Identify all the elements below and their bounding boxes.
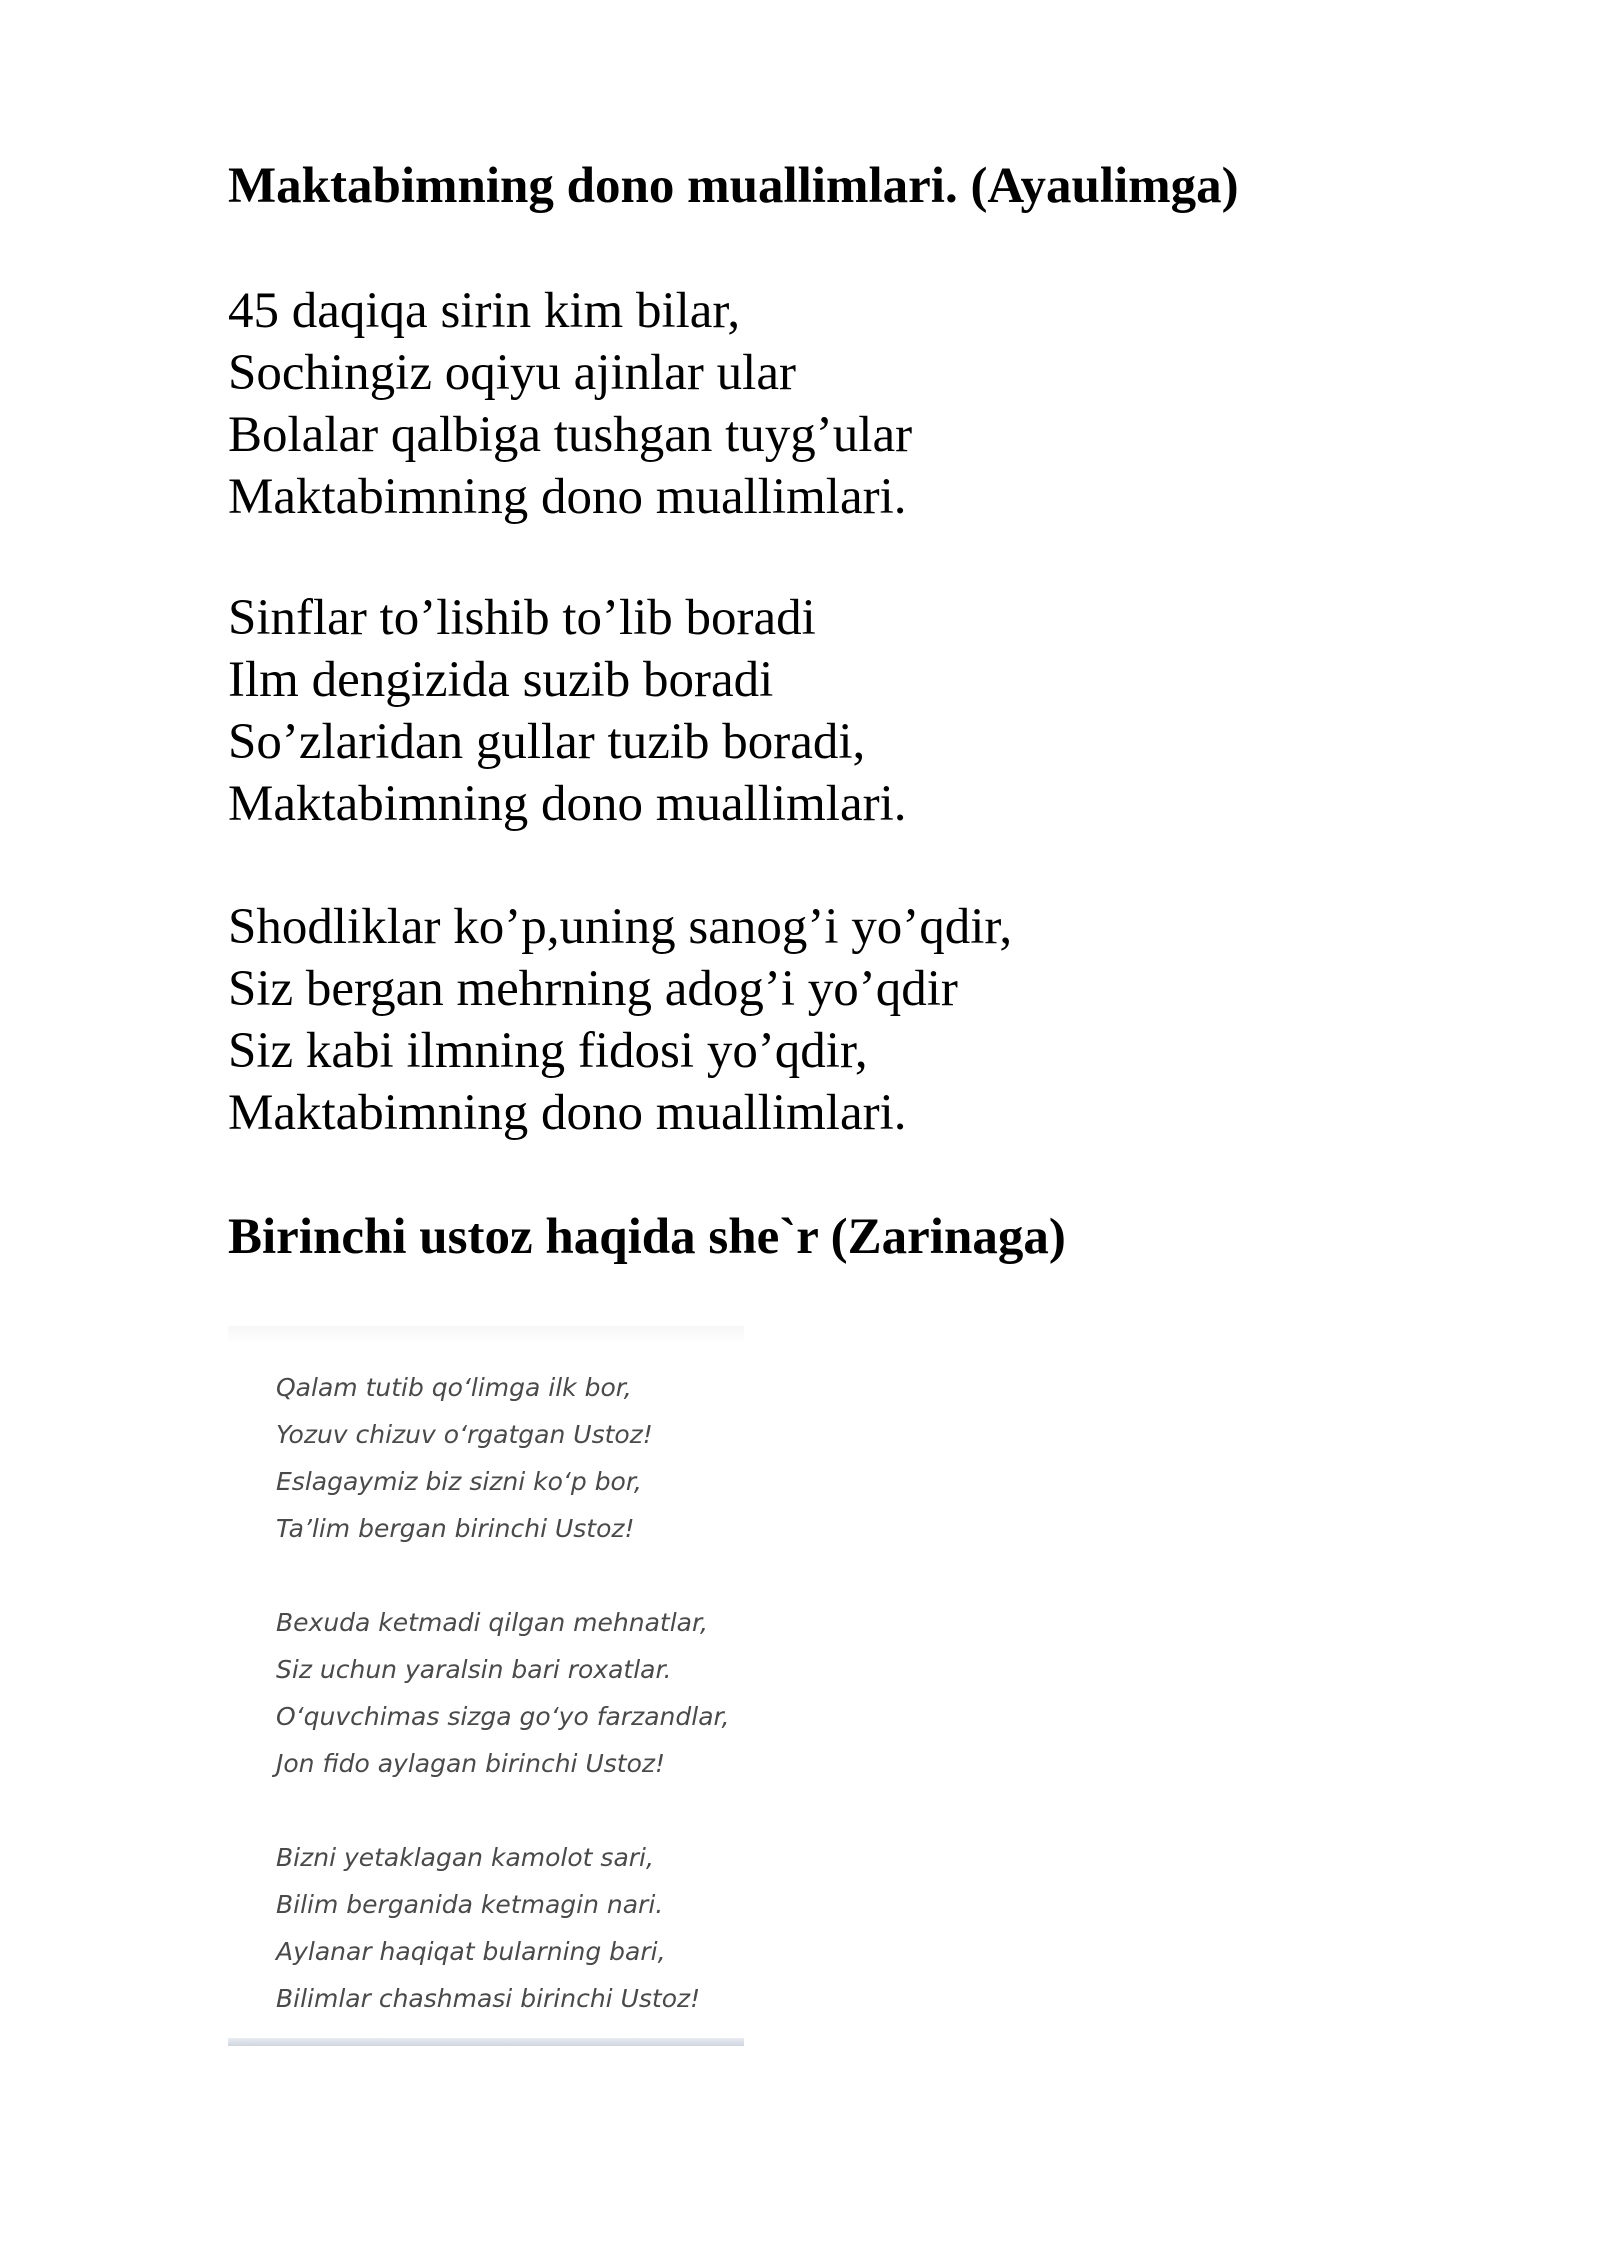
image-poem-line: Bizni yetaklagan kamolot sari, xyxy=(276,1843,654,1872)
poem-line: Siz kabi ilmning fidosi yo’qdir, xyxy=(228,1023,868,1079)
poem-1-stanza-1 xyxy=(228,280,912,528)
poem-line: Maktabimning dono muallimlari. xyxy=(228,776,907,832)
poem-1-stanza-3 xyxy=(228,896,1012,1144)
poem-line: Maktabimning dono muallimlari. xyxy=(228,1085,907,1141)
image-poem-line: Eslagaymiz biz sizni ko‘p bor, xyxy=(276,1467,642,1496)
image-poem-line: Bilimlar chashmasi birinchi Ustoz! xyxy=(276,1984,701,2013)
image-poem-line: O‘quvchimas sizga go‘yo farzandlar, xyxy=(276,1702,730,1731)
image-poem-line: Aylanar haqiqat bularning bari, xyxy=(276,1937,666,1966)
stanza-gap xyxy=(276,1552,729,1599)
image-poem-line: Bexuda ketmadi qilgan mehnatlar, xyxy=(276,1608,708,1637)
poem-2-image xyxy=(228,1326,744,2046)
poem-line: Ilm dengizida suzib boradi xyxy=(228,652,774,708)
poem-line: Maktabimning dono muallimlari. xyxy=(228,469,907,525)
image-poem-line: Jon fido aylagan birinchi Ustoz! xyxy=(276,1749,666,1778)
image-poem-line: Yozuv chizuv o‘rgatgan Ustoz! xyxy=(276,1420,653,1449)
poem-line: 45 daqiqa sirin kim bilar, xyxy=(228,283,741,339)
poem-line: Bolalar qalbiga tushgan tuyg’ular xyxy=(228,407,913,463)
image-poem-line: Qalam tutib qo‘limga ilk bor, xyxy=(276,1373,632,1402)
poem-line: So’zlaridan gullar tuzib boradi, xyxy=(228,714,866,770)
image-poem-line: Ta’lim bergan birinchi Ustoz! xyxy=(276,1514,635,1543)
image-poem-line: Siz uchun yaralsin bari roxatlar. xyxy=(276,1655,672,1684)
image-bottom-border xyxy=(228,2038,744,2046)
poem-1-title: Maktabimning dono muallimlari. (Ayaulimga) xyxy=(228,158,1239,214)
poem-2-title: Birinchi ustoz haqida she`r (Zarinaga) xyxy=(228,1209,1066,1265)
poem-2-image-text xyxy=(276,1364,729,2022)
poem-line: Sochingiz oqiyu ajinlar ular xyxy=(228,345,796,401)
image-poem-line: Bilim berganida ketmagin nari. xyxy=(276,1890,664,1919)
stanza-gap xyxy=(276,1787,729,1834)
poem-line: Sinflar to’lishib to’lib boradi xyxy=(228,590,816,646)
poem-line: Shodliklar ko’p,uning sanog’i yo’qdir, xyxy=(228,899,1013,955)
poem-1-stanza-2 xyxy=(228,587,907,835)
poem-line: Siz bergan mehrning adog’i yo’qdir xyxy=(228,961,958,1017)
